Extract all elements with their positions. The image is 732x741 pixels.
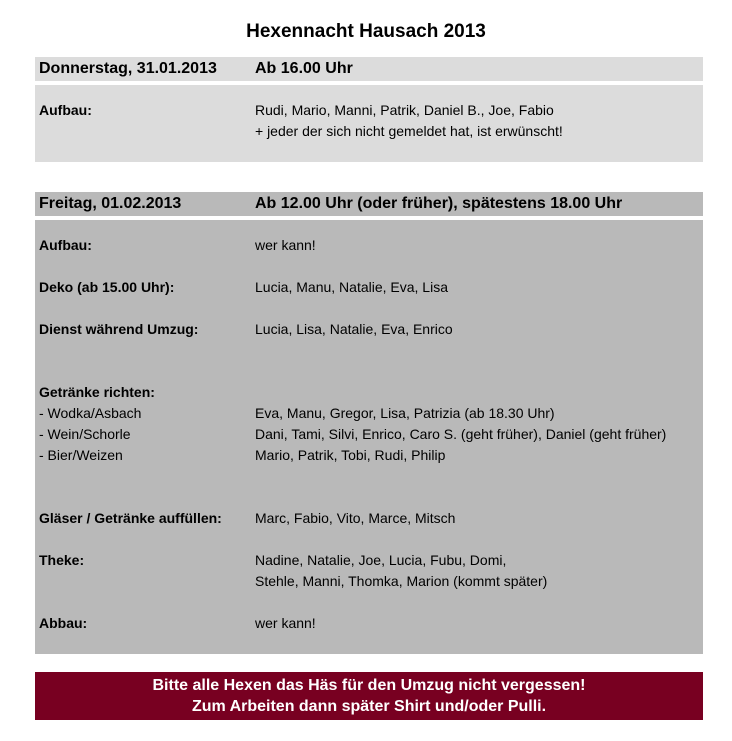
- sections-container: [35, 57, 703, 654]
- row-label: - Bier/Weizen: [39, 447, 123, 463]
- row-label: Theke:: [39, 552, 85, 568]
- section-body: [35, 85, 703, 162]
- section-donnerstag: [35, 57, 703, 162]
- row-label: Dienst während Umzug:: [39, 321, 199, 337]
- row-value-line: wer kann!: [255, 237, 316, 253]
- schedule-row: [35, 319, 703, 340]
- section-header-time: Ab 12.00 Uhr (oder früher), spätestens 18.00 Uhr: [255, 195, 623, 212]
- row-value-line: + jeder der sich nicht gemeldet hat, ist erwünscht!: [255, 123, 563, 139]
- row-values: [255, 550, 703, 592]
- row-values: [255, 382, 703, 403]
- row-label: - Wein/Schorle: [39, 426, 131, 442]
- section-header-date: Freitag, 01.02.2013: [39, 195, 182, 212]
- schedule-row: [35, 508, 703, 529]
- row-value-line: Eva, Manu, Gregor, Lisa, Patrizia (ab 18.30 Uhr): [255, 405, 555, 421]
- notice-line: Bitte alle Hexen das Häs für den Umzug nicht vergessen!: [152, 677, 586, 694]
- schedule-row: [35, 100, 703, 142]
- row-label: Getränke richten:: [39, 384, 155, 400]
- schedule-content: [35, 57, 703, 720]
- notice-banner: [35, 672, 703, 720]
- section-freitag: [35, 192, 703, 654]
- section-header: [35, 57, 703, 81]
- row-values: [255, 319, 703, 340]
- schedule-row: [35, 424, 703, 445]
- row-value-line: Rudi, Mario, Manni, Patrik, Daniel B., Joe, Fabio: [255, 102, 554, 118]
- row-value-line: Lucia, Manu, Natalie, Eva, Lisa: [255, 279, 448, 295]
- row-label: Aufbau:: [39, 237, 92, 253]
- row-label: Abbau:: [39, 615, 88, 631]
- page-title: Hexennacht Hausach 2013: [246, 21, 486, 42]
- schedule-row: [35, 277, 703, 298]
- row-label: - Wodka/Asbach: [39, 405, 142, 421]
- row-values: [255, 235, 703, 256]
- row-value-line: Mario, Patrik, Tobi, Rudi, Philip: [255, 447, 446, 463]
- section-header: [35, 192, 703, 216]
- row-label: Gläser / Getränke auffüllen:: [39, 510, 222, 526]
- row-values: [255, 403, 703, 424]
- schedule-row: [35, 445, 703, 466]
- section-header-time: Ab 16.00 Uhr: [255, 60, 353, 77]
- schedule-row: [35, 550, 703, 592]
- schedule-row: [35, 382, 703, 403]
- row-values: [255, 508, 703, 529]
- row-value-line: Stehle, Manni, Thomka, Marion (kommt später): [255, 573, 548, 589]
- row-value-line: wer kann!: [255, 615, 316, 631]
- schedule-row: [35, 613, 703, 634]
- schedule-row: [35, 235, 703, 256]
- row-label: Aufbau:: [39, 102, 92, 118]
- row-values: [255, 424, 703, 445]
- row-value-line: Marc, Fabio, Vito, Marce, Mitsch: [255, 510, 456, 526]
- row-value-line: Nadine, Natalie, Joe, Lucia, Fubu, Domi,: [255, 552, 507, 568]
- schedule-row: [35, 403, 703, 424]
- row-values: [255, 613, 703, 634]
- row-label: Deko (ab 15.00 Uhr):: [39, 279, 175, 295]
- row-values: [255, 100, 703, 142]
- row-values: [255, 445, 703, 466]
- row-value-line: Dani, Tami, Silvi, Enrico, Caro S. (geht früher), Daniel (geht früher): [255, 426, 667, 442]
- row-values: [255, 277, 703, 298]
- section-body: [35, 220, 703, 654]
- section-header-date: Donnerstag, 31.01.2013: [39, 60, 217, 77]
- row-value-line: Lucia, Lisa, Natalie, Eva, Enrico: [255, 321, 453, 337]
- schedule-document: [0, 20, 732, 741]
- notice-line: Zum Arbeiten dann später Shirt und/oder Pulli.: [191, 698, 547, 715]
